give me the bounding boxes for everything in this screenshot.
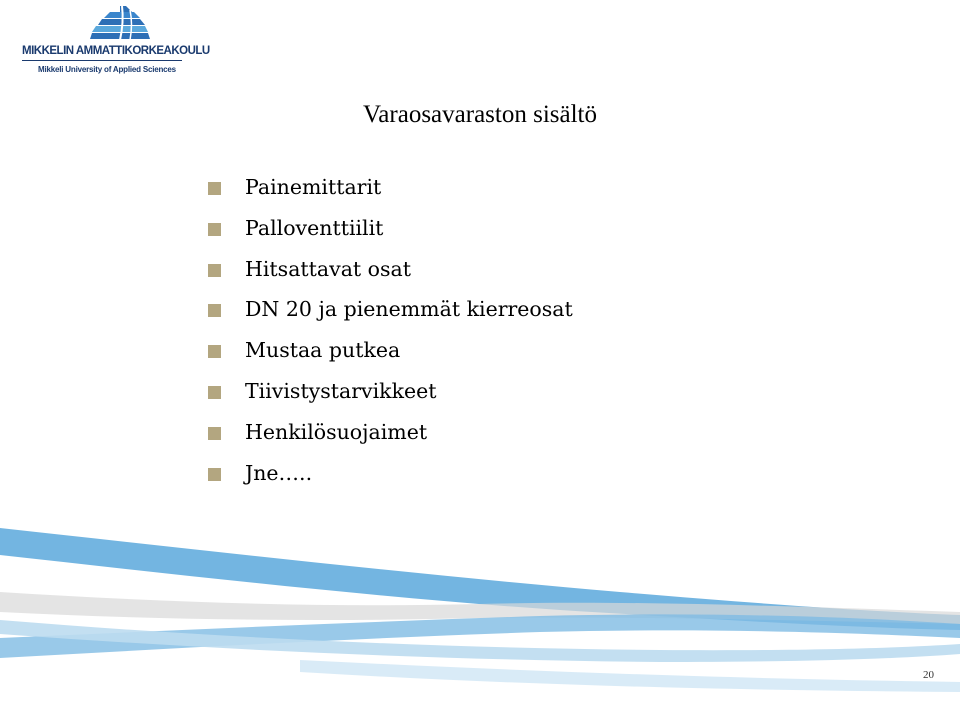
bullet-square-icon [208,468,221,481]
list-item-text: Painemittarit [245,175,382,199]
content-list [208,172,573,498]
list-item-text: DN 20 ja pienemmät kierreosat [245,297,573,322]
list-item-text: Jne….. [245,460,313,485]
bullet-square-icon [208,386,221,399]
bullet-square-icon [208,427,221,440]
list-item-text: Tiivistystarvikkeet [245,378,437,403]
list-item [208,458,573,499]
bullet-square-icon [208,223,221,236]
school-name: MIKKELIN AMMATTIKORKEAKOULU [22,45,210,57]
page-number: 20 [923,669,934,681]
list-item [208,335,573,376]
list-item [208,417,573,458]
list-item-text: Henkilösuojaimet [245,419,428,444]
list-item [208,172,573,213]
bullet-square-icon [208,304,221,317]
slide-title [0,101,960,129]
list-item-text: Mustaa putkea [245,338,401,363]
school-logo [18,4,210,78]
list-item [208,254,573,295]
bullet-square-icon [208,264,221,277]
bullet-square-icon [208,345,221,358]
list-item-text: Hitsattavat osat [245,256,411,281]
school-subtitle: Mikkeli University of Applied Sciences [38,65,176,74]
list-item [208,294,573,335]
slide-title-text: Varaosavaraston sisältö [363,101,597,128]
list-item-text: Palloventtiilit [245,215,384,240]
school-logo-emblem-icon [90,4,150,44]
decorative-wave-band [0,520,960,705]
list-item [208,213,573,254]
list-item [208,376,573,417]
logo-divider [22,60,182,61]
bullet-square-icon [208,182,221,195]
